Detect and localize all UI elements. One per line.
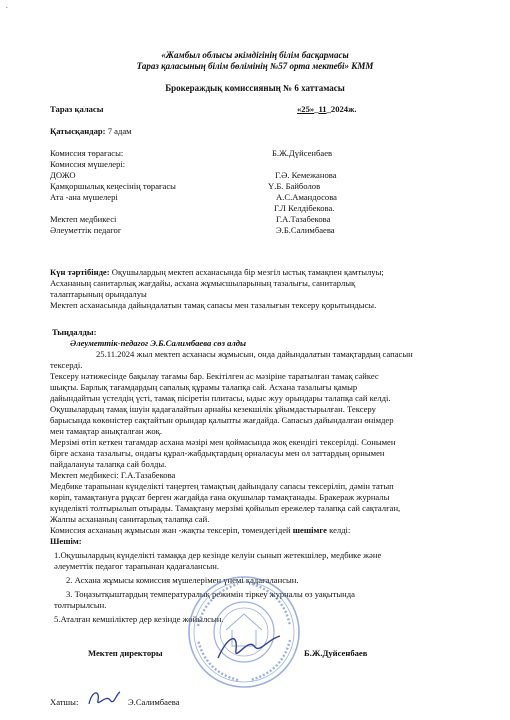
member-role: Ата -ана мүшелері xyxy=(50,192,118,202)
member-name: А.С.Амандосова xyxy=(276,192,337,202)
agenda-label: Күн тәртібінде: xyxy=(50,267,110,277)
hearing-line: дайындайтын үстелдің үсті, тамақ пісіретін плитасы, ыдыс жуу орындары талапқа сай келді. xyxy=(50,393,391,403)
attendance xyxy=(50,126,132,137)
member-name: Ү.Б. Байболов xyxy=(268,181,321,191)
hearing-line: Мерзімі өтіп кеткен тағамдар асхана мәзірі мен қоймасында жоқ екендігі тексерілді. Сонымен xyxy=(50,437,396,447)
hearing-line: 25.11.2024 жыл мектеп асханасы жұмысын, онда дайындалатын тамақтардың сапасын xyxy=(96,349,413,359)
member-name: Г.Л Келдібекова. xyxy=(274,203,335,213)
date: «25»_11_2024ж. xyxy=(297,104,357,114)
member-role: Мектеп медбикесі xyxy=(50,214,117,224)
chair-name: Б.Ж.Дүйсенбаев xyxy=(272,148,333,158)
agenda-line2: Асхананың санитарлық жағдайы, асхана жұмысшыларының тазалығы, санитарлық xyxy=(50,278,356,288)
member-role: ДОЖО xyxy=(50,170,76,180)
member-role: Қамқоршылық кеңесінің төрағасы xyxy=(50,181,176,191)
conclusion xyxy=(50,525,350,536)
secretary-signature-icon xyxy=(86,686,122,710)
secretary-label: Хатшы: xyxy=(50,697,79,707)
hearing-label: Тыңдалды: xyxy=(52,327,97,337)
members-label: Комиссия мүшелері: xyxy=(50,159,126,169)
conclusion-end: келді: xyxy=(329,525,351,535)
conclusion-bold: шешімге xyxy=(292,525,327,535)
hearing-line: тексерді. xyxy=(50,360,83,370)
nurse-line: Медбике тарапынан күнделікті таңертең тамақтың дайындалу сапасы тексеріліп, дәмін татып xyxy=(50,481,394,491)
member-name: Э.Б.Салимбаева xyxy=(276,225,335,235)
city: Тараз қаласы xyxy=(50,104,104,114)
director-name: Б.Ж.Дуйсенбаев xyxy=(304,648,368,658)
attendance-label: Қатысқандар: xyxy=(50,126,106,136)
decision-item: 2. Асхана жұмысы комиссия мүшелерімен үнемі қадағалансын. xyxy=(66,575,299,585)
decision-item: 5.Аталған кемшіліктер дер кезінде жойылсын. xyxy=(54,614,224,624)
decision-item: әлеуметтік педагог тарапынан қадағалансын. xyxy=(54,561,219,571)
member-name: Г.А.Тазабекова xyxy=(276,214,331,224)
member-role: Әлеуметтік педагог xyxy=(50,225,122,235)
decision-item: 3. Тоңазытқыштардың температуралық режимін тіркеу журналы өз уақытында xyxy=(66,589,355,599)
nurse-line: күнделікті толтырылып отырады. Тамақтану мерзімі қойылып ережелер талапқа сай сақталған, xyxy=(50,503,401,513)
attendance-value: 7 адам xyxy=(107,126,132,136)
agenda-text: Оқушылардың мектеп асханасында бір мезгіл ыстық тамақпен қамтылуы; xyxy=(111,267,384,277)
hearing-speaker: Әлеуметтік-педагог Э.Б.Салимбаева сөз алды xyxy=(70,338,247,348)
hearing-line: мен тамақтар анықталған жоқ. xyxy=(50,426,162,436)
nurse-line: көріп, тамақтануға рұқсат берген жағдайда ғана оқушылар тамақтанады. Бракераж журналы xyxy=(50,492,390,502)
hearing-line: шықты. Барлық тағамдардың сапалық құрамы талапқа сай. Асхана тазалығы қамыр xyxy=(50,382,358,392)
date-rest: _2024ж. xyxy=(326,104,357,114)
decision-item: 1.Оқушылардың күнделікті тамаққа дер кезінде келуін сынып жетекшілер, медбике және xyxy=(54,550,382,560)
decision-item: толтырылсын. xyxy=(54,600,107,610)
header-line1: «Жамбыл облысы әкімдігінің білім басқармасы xyxy=(161,50,349,60)
corner-mark: . xyxy=(6,2,8,10)
agenda-line1 xyxy=(50,267,384,278)
director-label: Мектеп директоры xyxy=(88,648,163,658)
decision-label: Шешім: xyxy=(50,536,82,546)
secretary-name: Э.Салимбаева xyxy=(128,697,180,707)
nurse-line: Жалпы асхананың санитарлық талапқа сай. xyxy=(50,514,210,524)
hearing-line: пайдалануы талапқа сай болды. xyxy=(50,459,167,469)
document-title: Брокераждық комиссияның № 6 хаттамасы xyxy=(165,83,345,93)
agenda-line4: Мектеп асханасында дайындалатын тамақ сапасы мен тазалығын тексеру қорытындысы. xyxy=(50,300,377,310)
date-day: «25» xyxy=(297,104,315,114)
hearing-line: барысында көкөністер сақтайтын орындар қалыпты жағдайда. Сапасыз дайындалған өнімдер xyxy=(50,415,394,425)
agenda-line3: талаптарының орындалуы xyxy=(50,289,147,299)
director-signature-icon xyxy=(214,628,284,668)
hearing-line: Оқушылардың тамақ ішуін қадағалайтын арнайы кезекшілік ұйымдастырылған. Тексеру xyxy=(50,404,376,414)
chair-label: Комиссия төрағасы: xyxy=(50,148,124,158)
nurse-heading: Мектеп медбикесі: Г.А.Тазабекова xyxy=(50,470,176,480)
member-name: Г.Ә. Кемежанова xyxy=(275,170,337,180)
header-line2: Тараз қаласының білім бөлімінің №57 орта мектебі» КММ xyxy=(136,61,374,71)
hearing-line: бірге асхана тазалығы, ондағы құрал-жабдықтардың орналасуы мен ол заттардың орнымен xyxy=(50,448,385,458)
hearing-line: Тексеру нәтижесінде бақылау тағамы бар. Бекітілген ас мәзіріне таратылған тамақ сәйкес xyxy=(50,371,379,381)
conclusion-text: Комиссия асханаың жұмысын жан -жақты тексеріп, төмендегідей xyxy=(50,525,291,535)
date-month: 11 xyxy=(318,104,327,114)
